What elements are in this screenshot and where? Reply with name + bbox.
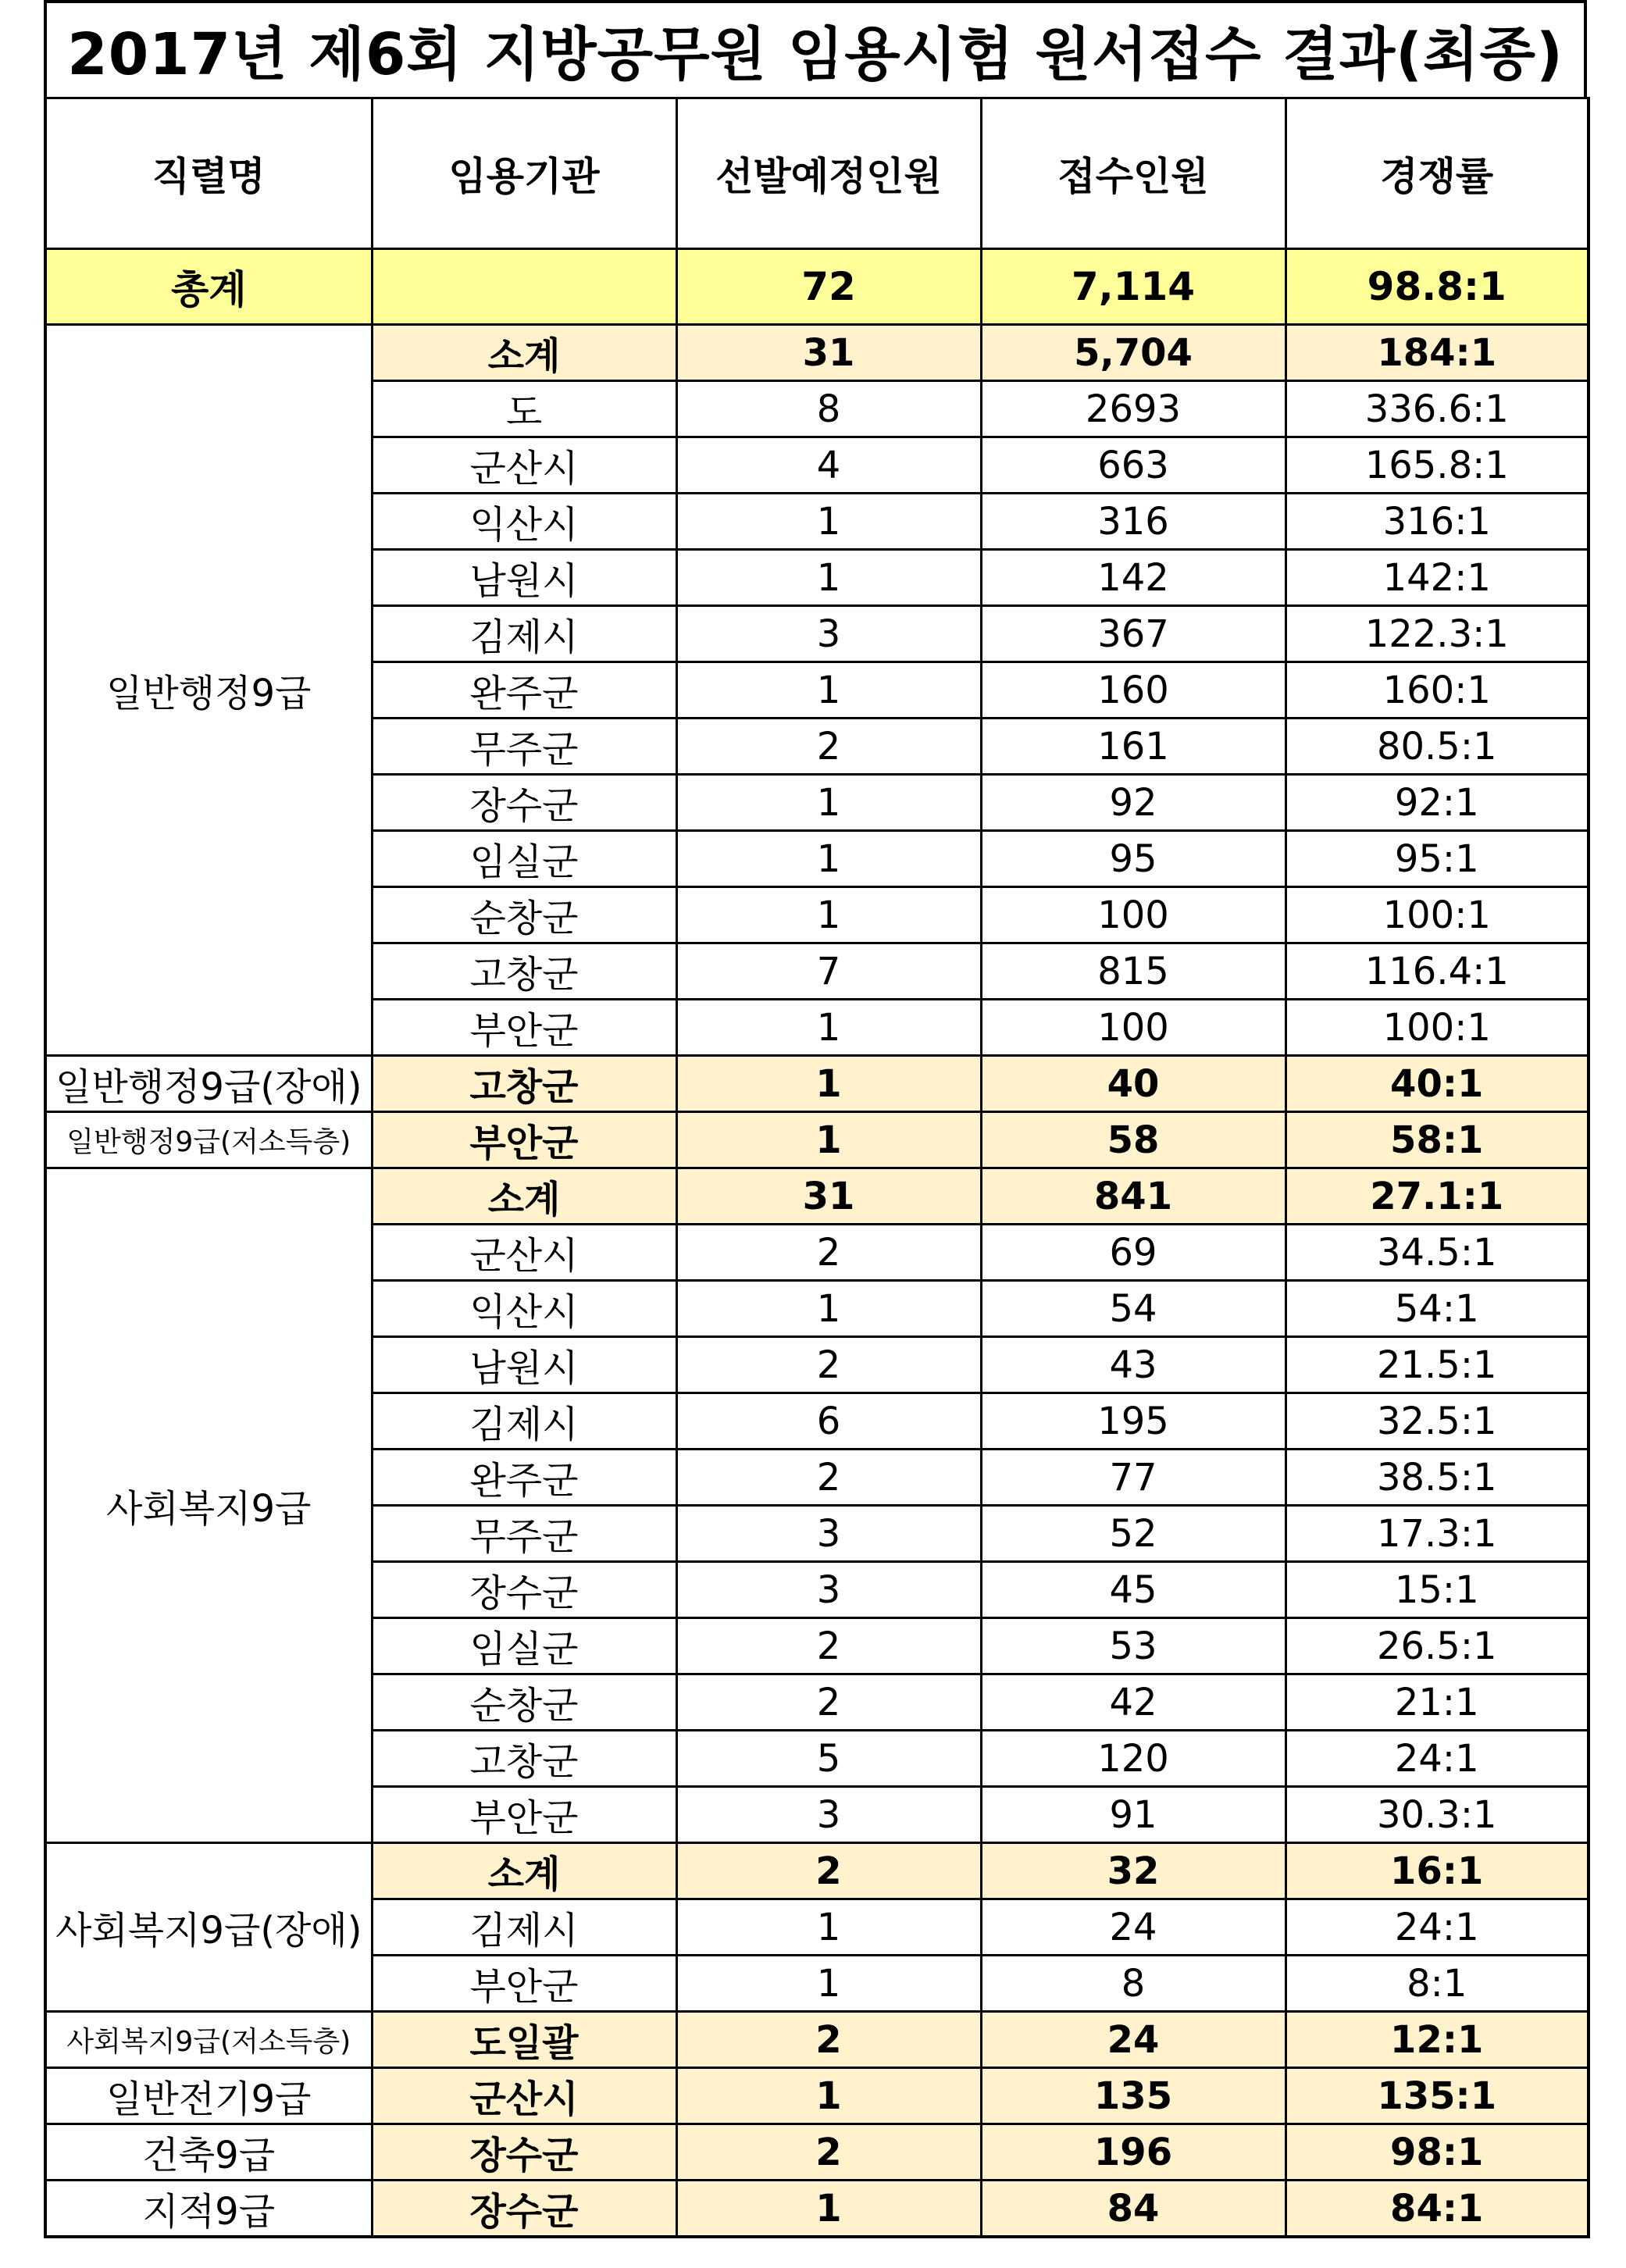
agency-cell: 무주군 <box>372 1506 676 1562</box>
agency-cell: 임실군 <box>372 1618 676 1674</box>
ratio-cell: 24:1 <box>1285 1899 1589 1956</box>
ratio-cell: 84:1 <box>1285 2181 1589 2238</box>
applicants-cell: 54 <box>981 1281 1285 1337</box>
header-agency: 임용기관 <box>372 98 676 249</box>
planned-cell: 1 <box>676 1281 981 1337</box>
agency-cell: 김제시 <box>372 1899 676 1956</box>
applicants-cell: 135 <box>981 2068 1285 2124</box>
job-title-cell: 지적9급 <box>45 2181 372 2238</box>
ratio-cell: 27.1:1 <box>1285 1168 1589 1225</box>
applicants-cell: 8 <box>981 1956 1285 2012</box>
ratio-cell: 16:1 <box>1285 1843 1589 1899</box>
planned-cell: 3 <box>676 1506 981 1562</box>
planned-cell: 1 <box>676 1899 981 1956</box>
planned-cell: 1 <box>676 550 981 606</box>
agency-cell: 소계 <box>372 325 676 381</box>
ratio-cell: 160:1 <box>1285 662 1589 719</box>
agency-cell: 임실군 <box>372 831 676 887</box>
applicants-cell: 92 <box>981 775 1285 831</box>
total-planned: 72 <box>676 249 981 325</box>
ratio-cell: 142:1 <box>1285 550 1589 606</box>
planned-cell: 3 <box>676 1562 981 1618</box>
applicants-cell: 45 <box>981 1562 1285 1618</box>
planned-cell: 2 <box>676 2012 981 2068</box>
ratio-cell: 21.5:1 <box>1285 1337 1589 1393</box>
planned-cell: 8 <box>676 381 981 437</box>
agency-cell: 순창군 <box>372 1674 676 1731</box>
planned-cell: 2 <box>676 1337 981 1393</box>
planned-cell: 2 <box>676 2124 981 2181</box>
agency-cell: 장수군 <box>372 775 676 831</box>
planned-cell: 4 <box>676 437 981 494</box>
applicants-cell: 53 <box>981 1618 1285 1674</box>
applicants-cell: 196 <box>981 2124 1285 2181</box>
agency-cell: 무주군 <box>372 719 676 775</box>
ratio-cell: 17.3:1 <box>1285 1506 1589 1562</box>
planned-cell: 2 <box>676 1674 981 1731</box>
agency-cell: 고창군 <box>372 943 676 1000</box>
agency-cell: 군산시 <box>372 437 676 494</box>
planned-cell: 1 <box>676 662 981 719</box>
planned-cell: 1 <box>676 2181 981 2238</box>
applicants-cell: 42 <box>981 1674 1285 1731</box>
planned-cell: 1 <box>676 775 981 831</box>
agency-cell: 김제시 <box>372 1393 676 1450</box>
agency-cell: 장수군 <box>372 1562 676 1618</box>
planned-cell: 1 <box>676 1956 981 2012</box>
applicants-cell: 120 <box>981 1731 1285 1787</box>
table-row <box>45 1168 1589 1225</box>
agency-cell: 장수군 <box>372 2181 676 2238</box>
job-title-cell: 사회복지9급(저소득층) <box>45 2012 372 2068</box>
total-applicants: 7,114 <box>981 249 1285 325</box>
applicants-cell: 316 <box>981 494 1285 550</box>
ratio-cell: 98:1 <box>1285 2124 1589 2181</box>
applicants-cell: 91 <box>981 1787 1285 1843</box>
applicants-cell: 2693 <box>981 381 1285 437</box>
ratio-cell: 21:1 <box>1285 1674 1589 1731</box>
ratio-cell: 34.5:1 <box>1285 1225 1589 1281</box>
applicants-cell: 69 <box>981 1225 1285 1281</box>
planned-cell: 2 <box>676 1618 981 1674</box>
planned-cell: 31 <box>676 325 981 381</box>
applicants-cell: 367 <box>981 606 1285 662</box>
agency-cell: 소계 <box>372 1843 676 1899</box>
total-row <box>45 249 1589 325</box>
applicants-cell: 43 <box>981 1337 1285 1393</box>
ratio-cell: 184:1 <box>1285 325 1589 381</box>
applicants-cell: 160 <box>981 662 1285 719</box>
ratio-cell: 26.5:1 <box>1285 1618 1589 1674</box>
applicants-cell: 24 <box>981 2012 1285 2068</box>
agency-cell: 순창군 <box>372 887 676 943</box>
applicants-cell: 663 <box>981 437 1285 494</box>
agency-cell: 남원시 <box>372 550 676 606</box>
applicants-cell: 841 <box>981 1168 1285 1225</box>
agency-cell: 고창군 <box>372 1056 676 1112</box>
ratio-cell: 40:1 <box>1285 1056 1589 1112</box>
planned-cell: 2 <box>676 1450 981 1506</box>
header-planned: 선발예정인원 <box>676 98 981 249</box>
ratio-cell: 92:1 <box>1285 775 1589 831</box>
applicants-cell: 815 <box>981 943 1285 1000</box>
planned-cell: 3 <box>676 1787 981 1843</box>
ratio-cell: 54:1 <box>1285 1281 1589 1337</box>
job-title-cell: 일반행정9급 <box>45 325 372 1056</box>
job-title-cell: 일반전기9급 <box>45 2068 372 2124</box>
ratio-cell: 95:1 <box>1285 831 1589 887</box>
header-ratio: 경쟁률 <box>1285 98 1589 249</box>
agency-cell: 완주군 <box>372 662 676 719</box>
job-title-cell: 건축9급 <box>45 2124 372 2181</box>
ratio-cell: 316:1 <box>1285 494 1589 550</box>
planned-cell: 2 <box>676 1225 981 1281</box>
planned-cell: 1 <box>676 887 981 943</box>
agency-cell: 도일괄 <box>372 2012 676 2068</box>
planned-cell: 1 <box>676 2068 981 2124</box>
table-row <box>45 2012 1589 2068</box>
total-ratio: 98.8:1 <box>1285 249 1589 325</box>
header-job: 직렬명 <box>45 98 372 249</box>
applicants-cell: 84 <box>981 2181 1285 2238</box>
total-label: 총계 <box>45 249 372 325</box>
planned-cell: 2 <box>676 719 981 775</box>
agency-cell: 군산시 <box>372 1225 676 1281</box>
ratio-cell: 80.5:1 <box>1285 719 1589 775</box>
planned-cell: 1 <box>676 1056 981 1112</box>
agency-cell: 군산시 <box>372 2068 676 2124</box>
ratio-cell: 122.3:1 <box>1285 606 1589 662</box>
applicants-cell: 142 <box>981 550 1285 606</box>
agency-cell: 완주군 <box>372 1450 676 1506</box>
applicants-cell: 77 <box>981 1450 1285 1506</box>
planned-cell: 7 <box>676 943 981 1000</box>
agency-cell: 남원시 <box>372 1337 676 1393</box>
applicants-cell: 40 <box>981 1056 1285 1112</box>
job-title-cell: 일반행정9급(저소득층) <box>45 1112 372 1168</box>
ratio-cell: 24:1 <box>1285 1731 1589 1787</box>
ratio-cell: 58:1 <box>1285 1112 1589 1168</box>
applicants-cell: 95 <box>981 831 1285 887</box>
job-title-cell: 사회복지9급(장애) <box>45 1843 372 2012</box>
job-title-cell: 일반행정9급(장애) <box>45 1056 372 1112</box>
job-title-cell: 사회복지9급 <box>45 1168 372 1843</box>
applicants-cell: 5,704 <box>981 325 1285 381</box>
applicants-cell: 24 <box>981 1899 1285 1956</box>
planned-cell: 1 <box>676 1000 981 1056</box>
header-applicants: 접수인원 <box>981 98 1285 249</box>
agency-cell: 소계 <box>372 1168 676 1225</box>
agency-cell: 김제시 <box>372 606 676 662</box>
applicants-cell: 32 <box>981 1843 1285 1899</box>
header-row <box>45 98 1589 249</box>
ratio-cell: 8:1 <box>1285 1956 1589 2012</box>
planned-cell: 31 <box>676 1168 981 1225</box>
applicants-cell: 52 <box>981 1506 1285 1562</box>
ratio-cell: 12:1 <box>1285 2012 1589 2068</box>
planned-cell: 5 <box>676 1731 981 1787</box>
table-row <box>45 2181 1589 2238</box>
ratio-cell: 135:1 <box>1285 2068 1589 2124</box>
planned-cell: 6 <box>676 1393 981 1450</box>
ratio-cell: 100:1 <box>1285 887 1589 943</box>
applicants-cell: 100 <box>981 1000 1285 1056</box>
agency-cell: 부안군 <box>372 1000 676 1056</box>
agency-cell: 익산시 <box>372 1281 676 1337</box>
planned-cell: 3 <box>676 606 981 662</box>
results-table <box>44 97 1590 2238</box>
agency-cell: 부안군 <box>372 1787 676 1843</box>
table-row <box>45 2124 1589 2181</box>
agency-cell: 부안군 <box>372 1956 676 2012</box>
table-row <box>45 2068 1589 2124</box>
table-row <box>45 1843 1589 1899</box>
ratio-cell: 15:1 <box>1285 1562 1589 1618</box>
planned-cell: 1 <box>676 831 981 887</box>
ratio-cell: 100:1 <box>1285 1000 1589 1056</box>
agency-cell: 도 <box>372 381 676 437</box>
ratio-cell: 336.6:1 <box>1285 381 1589 437</box>
applicants-cell: 195 <box>981 1393 1285 1450</box>
planned-cell: 1 <box>676 494 981 550</box>
total-agency <box>372 249 676 325</box>
ratio-cell: 116.4:1 <box>1285 943 1589 1000</box>
applicants-cell: 58 <box>981 1112 1285 1168</box>
planned-cell: 1 <box>676 1112 981 1168</box>
agency-cell: 익산시 <box>372 494 676 550</box>
agency-cell: 부안군 <box>372 1112 676 1168</box>
planned-cell: 2 <box>676 1843 981 1899</box>
ratio-cell: 165.8:1 <box>1285 437 1589 494</box>
ratio-cell: 38.5:1 <box>1285 1450 1589 1506</box>
page-title: 2017년 제6회 지방공무원 임용시험 원서접수 결과(최종) <box>44 0 1587 97</box>
table-row <box>45 1112 1589 1168</box>
applicants-cell: 161 <box>981 719 1285 775</box>
ratio-cell: 32.5:1 <box>1285 1393 1589 1450</box>
ratio-cell: 30.3:1 <box>1285 1787 1589 1843</box>
results-sheet <box>44 0 1587 2238</box>
agency-cell: 장수군 <box>372 2124 676 2181</box>
agency-cell: 고창군 <box>372 1731 676 1787</box>
table-row <box>45 1056 1589 1112</box>
applicants-cell: 100 <box>981 887 1285 943</box>
table-row <box>45 325 1589 381</box>
